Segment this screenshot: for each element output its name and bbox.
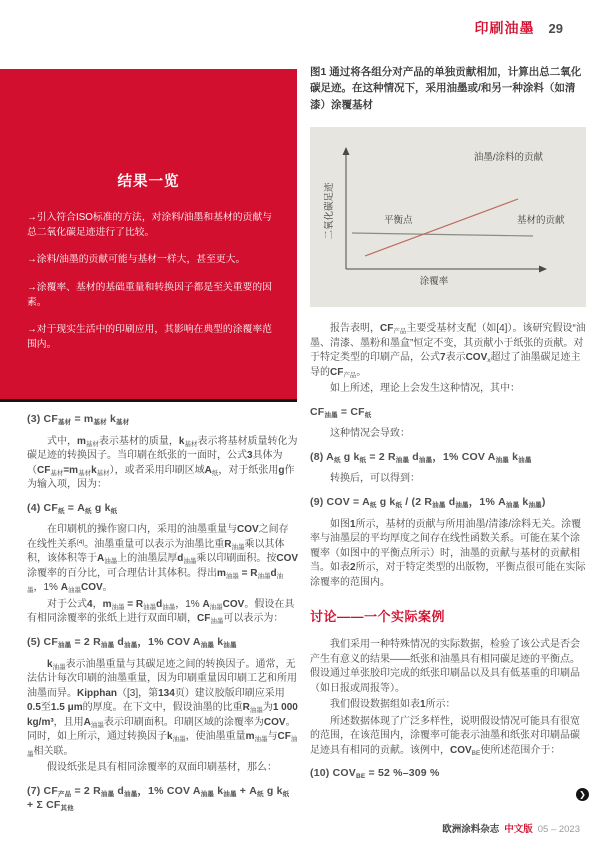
paragraph: 对于公式4，$m_{油墨} = R_{油墨}d_{油墨}$，1% $A_{油墨}COV$。假设在具有相同涂覆率的张纸上进行双面印刷，$CF_{油墨}$可以表示为： bbox=[27, 598, 295, 626]
figure-caption: 图1 通过将各组分对产品的单独贡献相加，计算出总二氧化碳足迹。在这种情况下，采用油墨或/和另一种涂料（如清漆）涂覆基材 bbox=[310, 66, 582, 111]
paragraph: 式中，$m_{基材}$表示基材的质量，$k_{基材}$表示将基材质量转化为碳足迹的转换因子。当印刷在纸张的一面时，公式3具体为$(CF_{基材}=m_{基材}k_{基材})$，或者采用印刷区域$A_纸$，对于纸张用g作为输入项，因为： bbox=[27, 435, 298, 491]
formula-equality: $CF_{油墨} = CF_纸$ bbox=[310, 405, 372, 419]
ink-contribution-label: 油墨/涂料的贡献 bbox=[473, 152, 543, 163]
x-axis-arrow-icon bbox=[539, 266, 547, 273]
issue-label: 05 – 2023 bbox=[537, 824, 580, 835]
formula-9: (9) COV = $A_纸$ g $k_纸 / (2$ $R_{油墨}$ $d_{油墨}$，1% $A_{油墨}$ $k_{油墨}$) bbox=[310, 495, 546, 509]
paragraph: 转换后，可以得到： bbox=[330, 473, 420, 485]
page-header bbox=[475, 18, 563, 38]
paragraph: 所述数据体现了广泛多样性，说明假设情况可能具有很宽的范围，在该范围内，涂覆率可能表示油墨和纸张对印刷品碳足迹具有相同的贡献。该例中，$COV_{BE}$使所述范围介于： bbox=[310, 715, 580, 757]
paragraph: 如上所述，理论上会发生这种情况，其中： bbox=[330, 383, 520, 394]
paragraph: 我们假设数据组如表1所示： bbox=[330, 699, 456, 711]
figure-panel bbox=[310, 127, 586, 307]
results-box-title: 结果一览 bbox=[117, 174, 180, 190]
section-title: 印刷油墨 bbox=[474, 20, 535, 36]
paragraph: 报告表明，$CF_{产品}$主要受基材支配（如[4]）。该研究假设“油墨、清漆、墨粉和墨盒”恒定不变，其贡献小于纸张的贡献。对于特定类型的印刷产品，公式7表示$COV_x$超过了油墨碳足迹主导的$CF_{产品}$。 bbox=[310, 323, 586, 379]
result-bullet: →涂覆率、基材的基础重量和转换因子都是至关重要的因素。 bbox=[27, 282, 272, 308]
x-axis-label: 涂覆率 bbox=[419, 276, 449, 287]
page-footer bbox=[442, 821, 580, 835]
formula-4: (4) $CF_纸 = A_纸$ g $k_纸$ bbox=[27, 501, 118, 515]
paragraph: 假设纸张是具有相同涂覆率的双面印刷基材，那么： bbox=[47, 762, 277, 774]
left-column bbox=[27, 404, 298, 821]
paragraph: 在印刷机的操作窗口内，采用的油墨重量与COV之间存在线性关系[4]。油墨重量可以表示为油墨比重$R_{油墨}$乘以其体积，该体积等于$A_{油墨}$上的油墨层厚$d_{油墨}$乘以印刷面积。按COV涂覆率的百分比，可合理估计其体积。得出$m_{油墨} = R_{油墨}d_{油墨}$，1% $A_{油墨}COV$。 bbox=[27, 524, 299, 595]
formula-7: (7) $CF_{产品} = 2$ $R_{油墨}$ $d_{油墨}$，1% COV $A_{油墨}$ $k_{油墨} + A_纸$ g $k_纸 + \Sigma$ $CF_{其他}$ bbox=[27, 784, 290, 813]
formula-5: (5) $CF_{油墨} = 2$ $R_{油墨}$ $d_{油墨}$，1% COV $A_{油墨}$ $k_{油墨}$ bbox=[27, 635, 237, 649]
formula-10: (10) $COV_{BE} = 52$ %–309 % bbox=[310, 767, 440, 781]
substrate-contribution-line bbox=[352, 233, 533, 236]
result-bullet: →引入符合ISO标准的方法，对涂料/油墨和基材的贡献与总二氧化碳足迹进行了比较。 bbox=[27, 212, 272, 238]
right-column bbox=[310, 322, 588, 789]
paragraph: 我们采用一种特殊情况的实际数据，检验了该公式是否会产生有意义的结果——纸张和油墨具有相同碳足迹的平衡点。假设通过单张胶印完成的纸张印刷品以及具有低基重的印刷品（如日报或周报等）。 bbox=[310, 639, 580, 694]
page-number: 29 bbox=[548, 21, 563, 36]
results-overview-box bbox=[0, 69, 297, 402]
chevron-right-icon: ❯ bbox=[579, 789, 586, 799]
y-axis-label: 二氧化碳足迹 bbox=[324, 182, 335, 240]
discussion-heading: 讨论——一个实际案例 bbox=[310, 609, 446, 625]
results-bullet-list bbox=[0, 211, 297, 353]
journal-name: 欧洲涂料杂志 bbox=[442, 824, 500, 835]
formula-3: (3) $CF_{基材} = m_{基材}$ $k_{基材}$ bbox=[27, 413, 130, 426]
edition-label: 中文版 bbox=[504, 824, 533, 835]
substrate-contribution-label: 基材的贡献 bbox=[517, 215, 565, 226]
ink-contribution-line bbox=[365, 199, 518, 256]
result-bullet: →涂料/油墨的贡献可能与基材一样大，甚至更大。 bbox=[27, 254, 246, 266]
balance-point-label: 平衡点 bbox=[384, 215, 413, 226]
next-page-button[interactable] bbox=[576, 788, 589, 801]
result-bullet: →对于现实生活中的印刷应用，其影响在典型的涂覆率范围内。 bbox=[27, 324, 272, 351]
paragraph: 这种情况会导致： bbox=[330, 428, 410, 440]
paragraph: 如图1所示，基材的贡献与所用油墨/清漆/涂料无关。涂覆率与油墨层的平均厚度之间存在线性函数关系。可能在某个涂覆率（如图中的平衡点所示）时，油墨的贡献与基材的贡献相当。如表2所示，对于特定类型的出版物，平衡点很可能在实际涂覆率的范围内。 bbox=[310, 518, 586, 588]
formula-8: (8) $A_纸$ g $k_纸 = 2$ $R_{油墨}$ $d_{油墨}$，1% COV $A_{油墨}$ $k_{油墨}$ bbox=[310, 450, 532, 464]
line-chart bbox=[310, 127, 586, 307]
paragraph: $k_{油墨}$表示油墨重量与其碳足迹之间的转换因子。通常，无法估计每次印刷的油墨重量，因为印刷重量因印刷工艺和所用油墨而异。Kipphan（[3]，第134页）建议胶版印刷应采用0.5至1.5 μm的厚度。在下文中，假设油墨的比重$R_{油墨}$为1 000 kg/m³，且用$A_{油墨}$表示印刷面积。印刷区域的涂覆率为COV。同时，如上所示，通过转换因子$k_{油墨}$，使油墨重量$m_{油墨}$与$CF_{油墨}$相关联。 bbox=[27, 658, 298, 758]
y-axis-arrow-icon bbox=[343, 147, 350, 155]
